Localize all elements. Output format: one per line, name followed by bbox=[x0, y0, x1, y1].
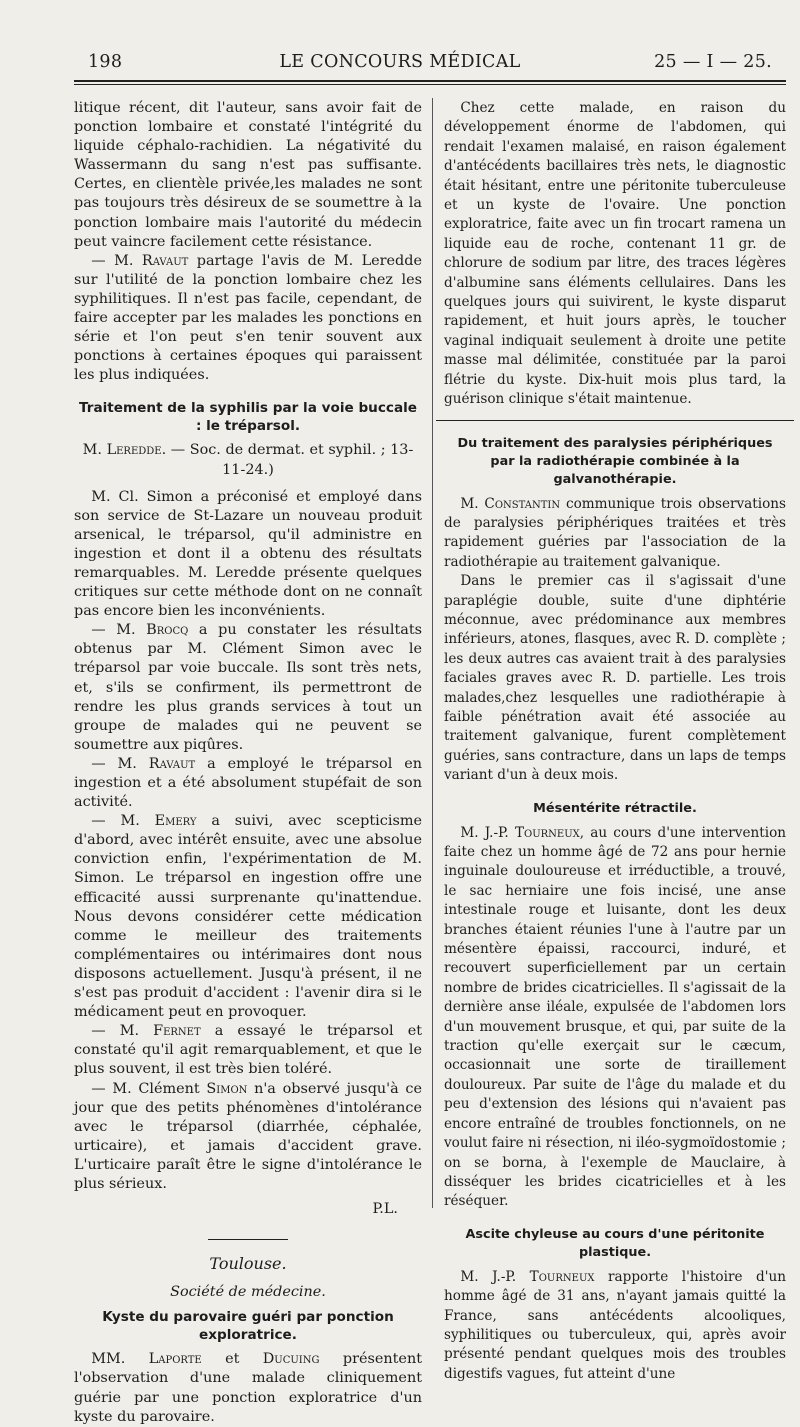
author-name: Ravaut bbox=[148, 755, 196, 772]
society-name: Société de médecine. bbox=[170, 1284, 326, 1301]
left-column bbox=[74, 99, 422, 1427]
page-number: 198 bbox=[88, 52, 123, 72]
issue-date: 25 — I — 25. bbox=[654, 52, 772, 72]
section-heading: Ascite chyleuse au cours d'une péritonite plastique. bbox=[465, 1226, 765, 1260]
author-name: Ravaut bbox=[141, 252, 189, 269]
paragraph: M. Cl. Simon a préconisé et employé dans son service de St-Lazare un nouveau produit arsenical, le tréparsol, qu'il administre en ingestion et dont il a obtenu des résultats remarquables. M. Leredde présente quelques critiques sur cette méthode dont on ne connaît pas encore bien les inconvénients. bbox=[74, 488, 422, 620]
paragraph: M. Constantin communique trois observations de paralysies périphériques traitées et très rapidement guéries par l'association de la radiothérapie au traitement galvanique. bbox=[444, 495, 786, 570]
paragraph: — M. Emery a suivi, avec scepticisme d'abord, avec intérêt ensuite, avec une absolue conviction enfin, l'expérimentation de M. Simon. Le tréparsol en ingestion offre une efficacité aussi surprenante qu'inattendue. Nous devons considérer cette médication comme le meilleur des traitements complémentaires ou intérimaires dont nous disposons actuellement. Jusqu'à présent, il ne s'est pas produit d'accident : l'avenir dira si le médicament peut en provoquer. bbox=[74, 813, 422, 1021]
author-name: Constantin bbox=[484, 495, 561, 512]
author-name: Fernet bbox=[153, 1023, 201, 1040]
section-heading: Kyste du parovaire guéri par ponction exploratrice. bbox=[102, 1309, 394, 1344]
paragraph: — M. Brocq a pu constater les résultats obtenus par M. Clément Simon avec le tréparsol par voie buccale. Ils sont très nets, et, s'ils se confirment, ils permettront de rendre les plus grands services à tout un groupe de malades qui ne peuvent se soumettre aux piqûres. bbox=[74, 622, 422, 753]
paragraph: M. J.-P. Tourneux, au cours d'une intervention faite chez un homme âgé de 72 ans pour hernie inguinale douloureuse et irréductible, a trouvé, le sac herniaire une fois incisé, une anse intestinale rouge et luisante, dont les deux branches étaient réunies l'une à l'autre par un mésentère épaissi, raccourci, induré, et recouvert superficiellement par un certain nombre de brides cicatricielles. Il s'agissait de la dernière anse iléale, expulsée de l'abdomen lors d'un mouvement brusque, et qui, par suite de la traction qu'elle exerçait sur le cæcum, occasionnait une sorte de tiraillement douloureux. Par suite de l'âge du malade et du peu d'extension des lésions qui n'avaient pas encore entraîné de troubles fonctionnels, on ne voulut faire ni résection, ni iléo-sygmoïdostomie ; on se borna, à l'exemple de Mauclaire, à disséquer les brides cicatricielles et à les réséquer. bbox=[444, 824, 787, 1210]
citation: M. Leredde. — Soc. de dermat. et syphil. ; 13-11-24.) bbox=[82, 442, 414, 478]
header-rule bbox=[74, 80, 786, 85]
paragraph: litique récent, dit l'auteur, sans avoir fait de ponction lombaire et constaté l'intégrité du liquide céphalo-rachidien. La négativité du Wassermann du sang n'est pas suffisante. Certes, en clientèle privée,les malades ne sont pas toujours très désireux de se soumettre à la ponction lombaire mais l'autorité du médecin peut vaincre facilement cette résistance. bbox=[74, 100, 422, 250]
author-name: Tourneux bbox=[514, 824, 580, 841]
city-heading: Toulouse. bbox=[209, 1254, 287, 1274]
paragraph: — M. Ravaut partage l'avis de M. Leredde sur l'utilité de la ponction lombaire chez les syphilitiques. Il n'est pas facile, cependant, de faire accepter par les malades les ponctions en série et l'on peut s'en tenir souvent aux ponctions à certaines époques qui paraissent les plus indiquées. bbox=[74, 252, 422, 384]
paragraph: Dans le premier cas il s'agissait d'une paraplégie double, suite d'une diphtérie méconnue, avec prédominance aux membres inférieurs, atones, flasques, avec R. D. complète ; les deux autres cas avaient trait à des paralysies faciales graves avec R. D. partielle. Les trois malades,chez lesquelles une radiothérapie à faible pénétration avait été associée au traitement galvanique, furent complètement guéries, sans contracture, dans un laps de temps variant d'un à deux mois. bbox=[444, 573, 786, 784]
column-divider bbox=[432, 98, 433, 1208]
author-name: Ducuing bbox=[262, 1351, 320, 1368]
section-rule bbox=[208, 1239, 288, 1240]
running-header bbox=[0, 52, 800, 78]
right-column bbox=[444, 99, 786, 1384]
paragraph: M. J.-P. Tourneux rapporte l'histoire d'un homme âgé de 31 ans, n'ayant jamais quitté la France, sans antécédents alcooliques, syphilitiques ou tuberculeux, qui, après avoir présenté pendant quelques mois des troubles digestifs vagues, fut atteint d'une bbox=[444, 1268, 786, 1382]
paragraph: MM. Laporte et Ducuing présentent l'observation d'une malade cliniquement guérie par une ponction exploratrice d'un kyste du parovaire. bbox=[74, 1351, 422, 1425]
author-name: Brocq bbox=[146, 622, 189, 639]
author-name: Laporte bbox=[148, 1351, 202, 1368]
author-name: Emery bbox=[154, 813, 197, 830]
section-rule bbox=[436, 420, 794, 421]
paragraph: — M. Ravaut a employé le tréparsol en ingestion et a été absolument stupéfait de son activité. bbox=[74, 755, 422, 811]
paragraph: — M. Clément Simon n'a observé jusqu'à ce jour que des petits phénomènes d'intolérance avec le tréparsol (diarrhée, céphalée, urticaire), et jamais d'accident grave. L'urticaire paraît être le signe d'intolérance le plus sérieux. bbox=[74, 1080, 422, 1192]
signature: P.L. bbox=[372, 1201, 398, 1218]
author-name: Tourneux bbox=[529, 1268, 595, 1285]
paragraph: Chez cette malade, en raison du développement énorme de l'abdomen, qui rendait l'examen malaisé, en raison également d'antécédents bacillaires très nets, le diagnostic était hésitant, entre une péritonite tuberculeuse et un kyste de l'ovaire. Une ponction exploratrice, faite avec un fin trocart ramena un liquide eau de roche, contenant 11 gr. de chlorure de sodium par litre, des traces légères d'albumine sans éléments cellulaires. Dans les quelques jours qui suivirent, le kyste disparut rapidement, et huit jours après, le toucher vaginal indiquait seulement à droite une petite masse mal délimitée, constituée par la paroi flétrie du kyste. Dix-huit mois plus tard, la guérison clinique s'était maintenue. bbox=[444, 100, 786, 408]
section-heading: Mésentérite rétractile. bbox=[533, 800, 697, 816]
section-heading: Du traitement des paralysies périphériques par la radiothérapie combinée à la galvanothérapie. bbox=[457, 435, 773, 487]
journal-title: LE CONCOURS MÉDICAL bbox=[279, 52, 521, 72]
paragraph: — M. Fernet a essayé le tréparsol et constaté qu'il agit remarquablement, et que le plus souvent, il est très bien toléré. bbox=[74, 1023, 422, 1078]
author-name: Simon bbox=[206, 1080, 248, 1097]
section-heading: Traitement de la syphilis par la voie buccale : le tréparsol. bbox=[78, 400, 418, 435]
